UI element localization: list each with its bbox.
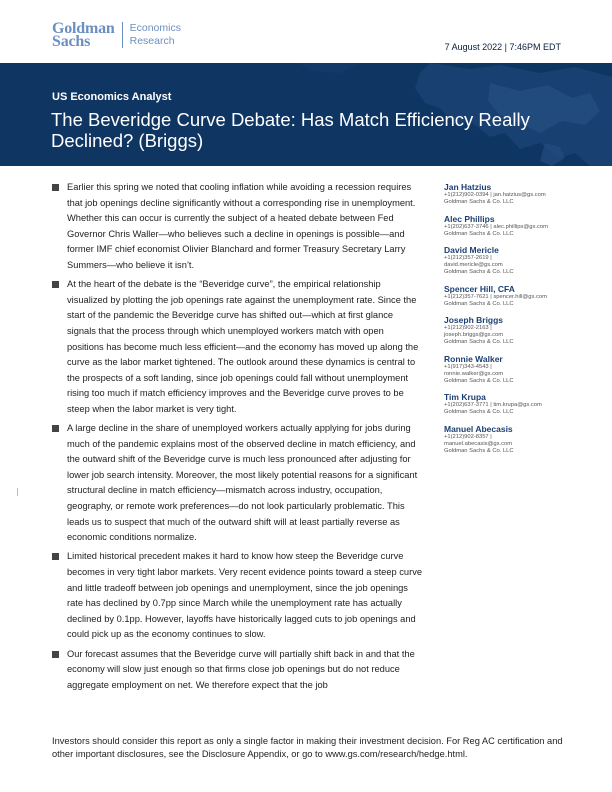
- square-bullet-icon: [52, 553, 59, 560]
- author-name[interactable]: Spencer Hill, CFA: [444, 283, 515, 294]
- square-bullet-icon: [52, 425, 59, 432]
- key-point: [52, 180, 422, 274]
- author-contact[interactable]: +1(212)902-2163 |: [444, 325, 492, 331]
- author-name[interactable]: Alec Phillips: [444, 213, 495, 224]
- key-point-text: Limited historical precedent makes it hard to know how steep the Beveridge curve becomes in very tight labor markets. Very recent evidence points toward a steep curve and little tradeoff between job openings and unemployment, since the job openings rate has declined by 0.7pp since March while the unemployment rate has actually declined by 0.1pp. However, layoffs have historically lagged cuts to job openings and could pick up as the economy continues to slow.: [67, 551, 423, 640]
- goldman-sachs-logo: [52, 22, 181, 48]
- author-name[interactable]: Ronnie Walker: [444, 353, 503, 364]
- author-email[interactable]: joseph.briggs@gs.com: [444, 332, 504, 338]
- key-points-list: [52, 180, 422, 697]
- author-email[interactable]: manuel.abecasis@gs.com: [444, 440, 513, 447]
- key-point: [52, 277, 422, 417]
- key-point: [52, 549, 422, 643]
- author-entry: [444, 245, 594, 276]
- author-firm: Goldman Sachs & Co. LLC: [444, 199, 514, 205]
- author-contact[interactable]: +1(212)902-8357 |: [444, 433, 492, 440]
- square-bullet-icon: [52, 651, 59, 658]
- key-point-text: Our forecast assumes that the Beveridge curve will partially shift back in and that the economy will slow just enough so that firms close job openings but do not reduce aggregate employment on net. We therefore expect that the job: [67, 648, 415, 690]
- logo-wordmark: [52, 22, 115, 48]
- author-contact[interactable]: +1(212)902-0394 | jan.hatzius@gs.com: [444, 192, 546, 198]
- author-firm: Goldman Sachs & Co. LLC: [444, 409, 514, 415]
- author-entry: [444, 354, 594, 385]
- author-contact[interactable]: +1(202)637-3746 | alec.phillips@gs.com: [444, 223, 548, 230]
- square-bullet-icon: [52, 281, 59, 288]
- author-firm: Goldman Sachs & Co. LLC: [444, 377, 514, 384]
- author-entry: [444, 182, 594, 206]
- author-email[interactable]: ronnie.walker@gs.com: [444, 370, 504, 377]
- division-name: [130, 22, 181, 47]
- logo-divider: [122, 22, 123, 48]
- author-list: [444, 182, 594, 462]
- report-series: US Economics Analyst: [52, 91, 172, 103]
- key-point-text: At the heart of the debate is the “Beveridge curve”, the empirical relationship visualized by plotting the job openings rate against the unemployment rate. Since the start of the pandemic the Beveridge curve has shifted out—which at first glance signals that the process through which unemployed workers match with open positions has become much less efficient—and the economy has moved up along the curve as the labor market tightened. The outlook around these dynamics is central to the prospects of a soft landing, since job openings could fall without unemployment rising too much if match efficiency improves and the Beveridge curve proves to be steep when the labor market is very tight.: [67, 279, 419, 414]
- author-name[interactable]: Tim Krupa: [444, 392, 486, 402]
- author-entry: [444, 424, 594, 455]
- author-contact[interactable]: +1(917)343-4543 |: [444, 363, 492, 370]
- title-banner: [0, 63, 612, 166]
- author-name[interactable]: Manuel Abecasis: [444, 423, 513, 434]
- division-line-2: Research: [129, 34, 175, 47]
- logo-line-2: Sachs: [52, 33, 91, 50]
- author-firm: Goldman Sachs & Co. LLC: [444, 339, 514, 345]
- square-bullet-icon: [52, 184, 59, 191]
- publication-date: 7 August 2022 | 7:46PM EDT: [444, 42, 561, 52]
- author-name[interactable]: David Mericle: [444, 245, 499, 255]
- author-name[interactable]: Joseph Briggs: [444, 315, 504, 325]
- division-line-1: Economics: [129, 22, 181, 34]
- author-firm: Goldman Sachs & Co. LLC: [444, 447, 514, 454]
- disclosure-footer: Investors should consider this report as only a single factor in making their investment decision. For Reg AC certification and other important disclosures, see the Disclosure Appendix, or go to www.gs.com/research/hedge.html.: [52, 736, 563, 759]
- key-point: [52, 421, 422, 546]
- author-entry: [444, 214, 594, 238]
- author-contact[interactable]: +1(212)357-2619 |: [444, 255, 492, 261]
- author-contact[interactable]: +1(202)637-3771 | tim.krupa@gs.com: [444, 402, 542, 408]
- key-point-text: Earlier this spring we noted that cooling inflation while avoiding a recession requires that job openings decline significantly without a corresponding rise in unemployment. Whether this can occur is currently the subject of a heated debate between Fed Governor Chris Waller—who believes such a decline in openings is possible—and former IMF chief economist Olivier Blanchard and former Treasury Secretary Larry Summers—who believe it isn’t.: [67, 182, 416, 270]
- key-point-text: A large decline in the share of unemployed workers actually applying for jobs during much of the pandemic explains most of the observed decline in match efficiency, and the outward shift of the Beveridge curve is much less pronounced after adjusting for lower job search intensity. Moreover, the most likely potential reasons for a significant structural decline in match efficiency—mismatch across industry, occupation, geography, or remote work preferences—do not look particularly problematic. This leads us to suspect that much of the outward shift will at least partially reverse as economic conditions normalize.: [67, 423, 418, 543]
- author-entry: [444, 315, 594, 346]
- report-title: The Beveridge Curve Debate: Has Match Efficiency Really Declined? (Briggs): [51, 109, 530, 151]
- author-entry: [444, 392, 594, 416]
- author-firm: Goldman Sachs & Co. LLC: [444, 269, 514, 275]
- key-point: [52, 647, 422, 694]
- author-contact[interactable]: +1(212)357-7621 | spencer.hill@gs.com: [444, 293, 547, 300]
- author-name[interactable]: Jan Hatzius: [444, 182, 492, 192]
- logo-line-1: Goldman: [52, 20, 115, 37]
- author-entry: [444, 284, 594, 308]
- margin-mark: [17, 488, 18, 496]
- author-firm: Goldman Sachs & Co. LLC: [444, 230, 514, 237]
- author-email[interactable]: david.mericle@gs.com: [444, 262, 503, 268]
- author-firm: Goldman Sachs & Co. LLC: [444, 300, 514, 307]
